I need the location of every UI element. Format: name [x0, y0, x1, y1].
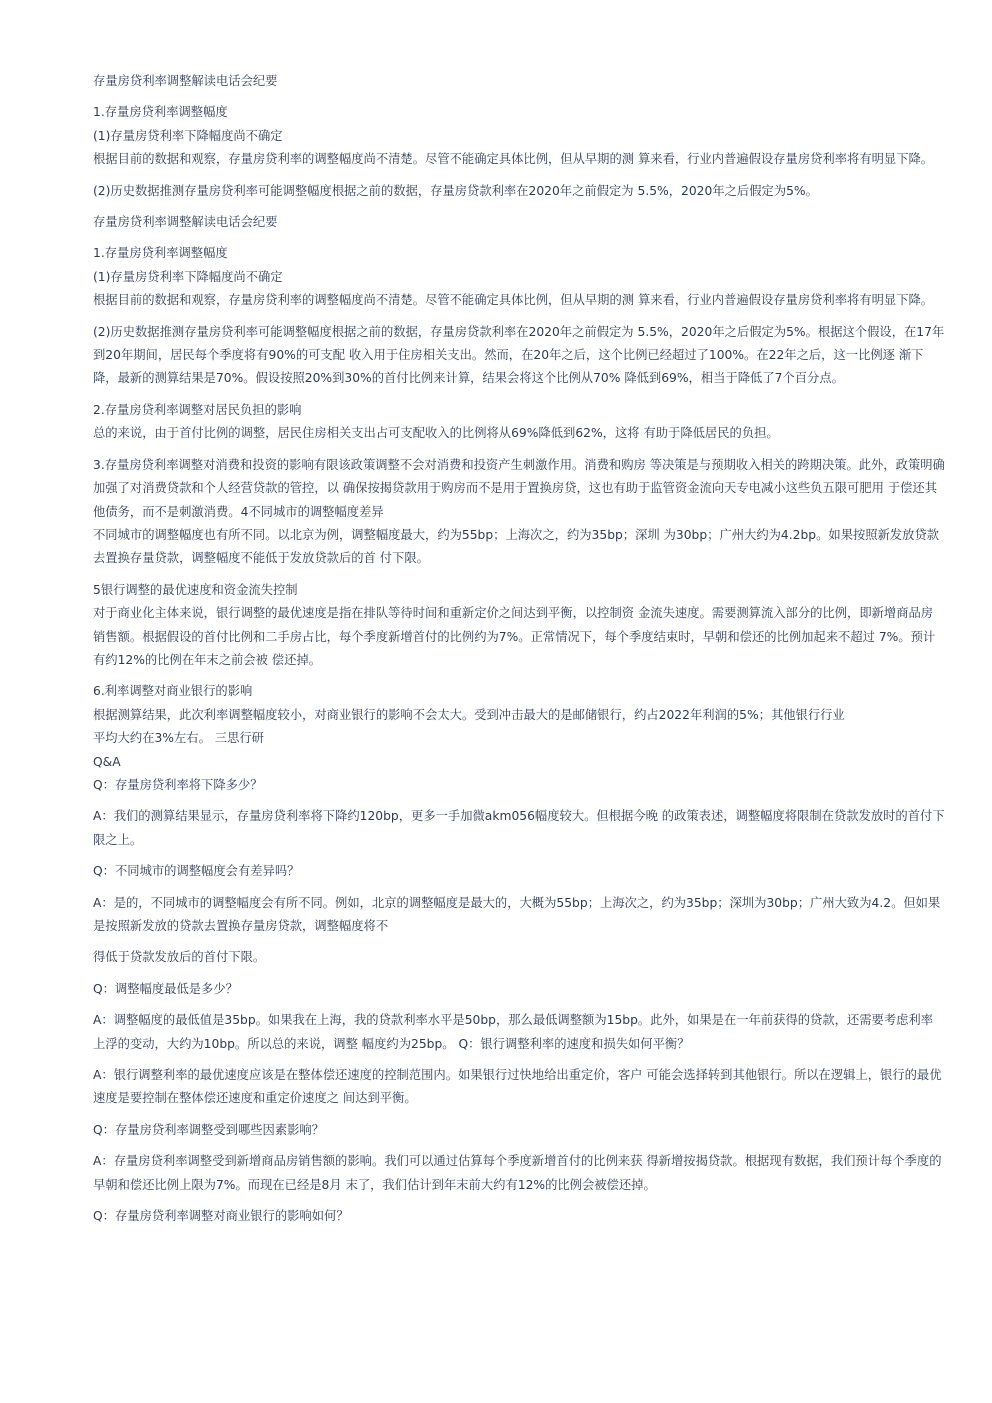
paragraph: Q：调整幅度最低是多少？ — [93, 981, 238, 996]
paragraph: A：是的，不同城市的调整幅度会有所不同。例如，北京的调整幅度是最大的，大概为55bp；上海次之，约为35bp；深圳为30bp；广州大致为4.2。但如果是按照新发放的贷款去置换存量房贷款，调整幅度将不 — [93, 895, 941, 933]
paragraph: 1.存量房贷利率调整幅度 (1)存量房贷利率下降幅度尚不确定 根据目前的数据和观察，存量房贷利率的调整幅度尚不清楚。尽管不能确定具体比例，但从早期的测 算来看，行业内普遍假设存量房贷利率将有明显下降。 — [93, 246, 934, 308]
paragraph: (2)历史数据推测存量房贷利率可能调整幅度根据之前的数据，存量房贷款利率在2020年之前假定为 5.5%，2020年之后假定为5%。根据这个假设，在17年到20年期间，居民每个季度将有90%的可支配 收入用于住房相关支出。然而，在20年之后，这个比例已经超过了100%。在22年之后，这一比例逐 渐下降，最新的测算结果是70%。假设按照20%到30%的首付比例来计算，结果会将这个比例从70% 降低到69%，相当于降低了7个百分点。 — [93, 324, 945, 386]
document-body — [93, 70, 945, 1228]
paragraph: Q：不同城市的调整幅度会有差异吗？ — [93, 864, 300, 879]
paragraph: A：我们的测算结果显示，存量房贷利率将下降约120bp，更多一手加微akm056幅度较大。但根据今晚 的政策表述，调整幅度将限制在贷款发放时的首付下限之上。 — [93, 809, 945, 847]
paragraph: (2)历史数据推测存量房贷利率可能调整幅度根据之前的数据，存量房贷款利率在2020年之前假定为 5.5%，2020年之后假定为5%。 — [93, 183, 818, 198]
paragraph: A：银行调整利率的最优速度应该是在整体偿还速度的控制范围内。如果银行过快地给出重定价，客户 可能会选择转到其他银行。所以在逻辑上，银行的最优速度是要控制在整体偿还速度和重定价速度之 间达到平衡。 — [93, 1068, 942, 1106]
paragraph: 2.存量房贷利率调整对居民负担的影响 总的来说，由于首付比例的调整，居民住房相关支出占可支配收入的比例将从69%降低到62%，这将 有助于降低居民的负担。 — [93, 402, 779, 441]
paragraph: Q：存量房贷利率调整受到哪些因素影响？ — [93, 1122, 325, 1137]
paragraph: 3.存量房贷利率调整对消费和投资的影响有限该政策调整不会对消费和投资产生刺激作用。消费和购房 等决策是与预期收入相关的跨期决策。此外，政策明确加强了对消费贷款和个人经营贷款的管控，以 确保按揭贷款用于购房而不是用于置换房贷，这也有助于监管资金流向天专电减小这些负五限可肥用 于偿还其他债务，而不是刺激消费。4不同城市的调整幅度差异 不同城市的调整幅度也有所不同。以北京为例，调整幅度最大，约为55bp；上海次之，约为35bp；深圳 为30bp；广州大约为4.2bp。如果按照新发放贷款去置换存量贷款，调整幅度不能低于发放贷款后的首 付下限。 — [93, 457, 945, 566]
paragraph: 得低于贷款发放后的首付下限。 — [93, 950, 266, 965]
paragraph: 5银行调整的最优速度和资金流失控制 对于商业化主体来说，银行调整的最优速度是指在排队等待时间和重新定价之间达到平衡，以控制资 金流失速度。需要测算流入部分的比例，即新增商品房销售额。根据假设的首付比例和二手房占比，每个季度新增首付的比例约为7%。正常情况下，每个季度结束时，早朝和偿还的比例加起来不超过 7%。预计有约12%的比例在年末之前会被 偿还掉。 — [93, 582, 936, 667]
paragraph: 1.存量房贷利率调整幅度 (1)存量房贷利率下降幅度尚不确定 根据目前的数据和观察，存量房贷利率的调整幅度尚不清楚。尽管不能确定具体比例，但从早期的测 算来看，行业内普遍假设存量房贷利率将有明显下降。 — [93, 105, 934, 167]
paragraph: 存量房贷利率调整解读电话会纪要 — [93, 215, 278, 230]
paragraph: Q：存量房贷利率调整对商业银行的影响如何？ — [93, 1209, 349, 1224]
paragraph: 存量房贷利率调整解读电话会纪要 — [93, 74, 278, 88]
paragraph: 6.利率调整对商业银行的影响 根据测算结果，此次利率调整幅度较小，对商业银行的影响不会太大。受到冲击最大的是邮储银行，约占2022年利润的5%；其他银行行业 平均大约在3%左右。 三思行研 Q&A Q：存量房贷利率将下降多少？ — [93, 684, 845, 792]
paragraph: A：调整幅度的最低值是35bp。如果我在上海，我的贷款利率水平是50bp，那么最低调整额为15bp。此外，如果是在一年前获得的贷款，还需要考虑利率上浮的变动，大约为10bp。所以总的来说，调整 幅度约为25bp。 Q：银行调整利率的速度和损失如何平衡？ — [93, 1013, 934, 1051]
paragraph: A：存量房贷利率调整受到新增商品房销售额的影响。我们可以通过估算每个季度新增首付的比例来获 得新增按揭贷款。根据现有数据，我们预计每个季度的早朝和偿还比例上限为7%。而现在已经是8月 末了，我们估计到年末前大约有12%的比例会被偿还掉。 — [93, 1154, 942, 1192]
